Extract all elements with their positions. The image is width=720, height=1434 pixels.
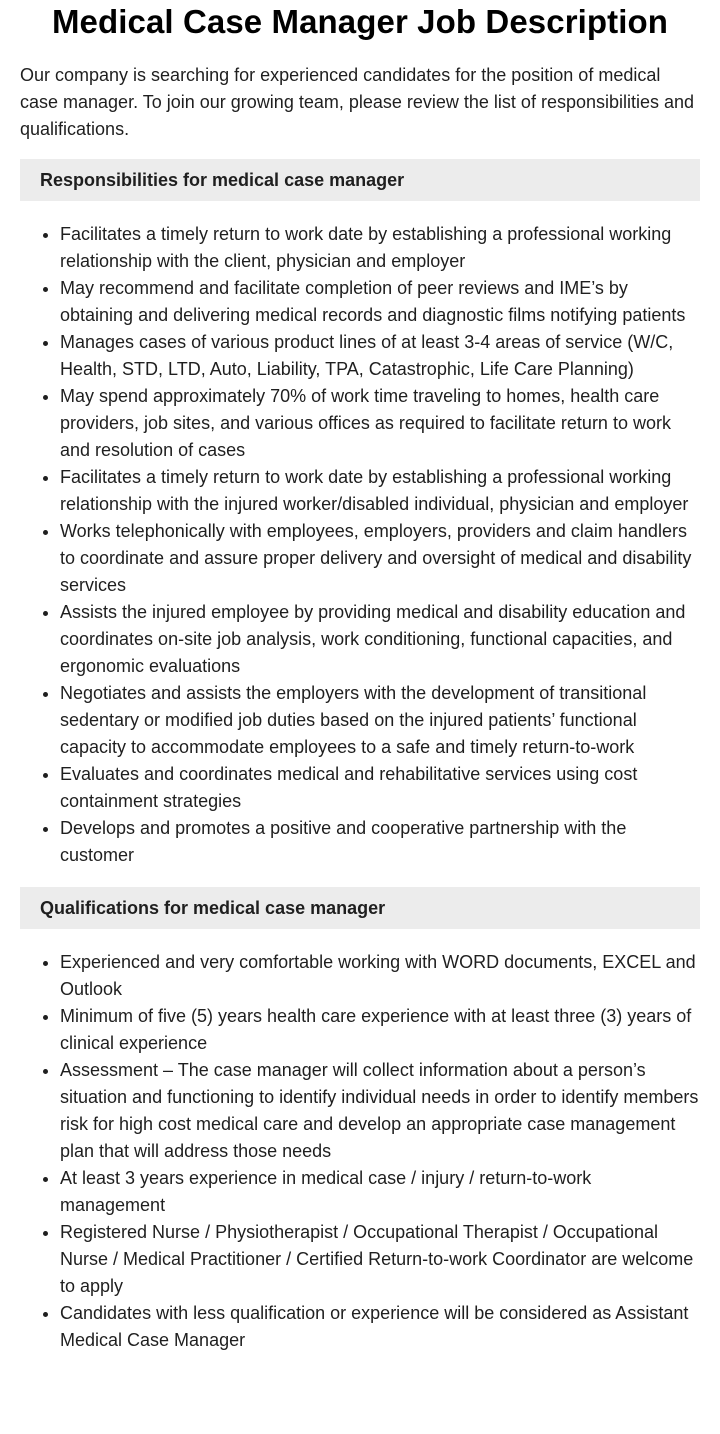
list-item: • Candidates with less qualification or experience will be considered as Assistant Medical Case Manager — [60, 1300, 700, 1354]
list-item: • Assists the injured employee by providing medical and disability education and coordinates on-site job analysis, work conditioning, functional capacities, and ergonomic evaluations — [60, 599, 700, 680]
list-item: • Experienced and very comfortable working with WORD documents, EXCEL and Outlook — [60, 949, 700, 1003]
responsibilities-heading: Responsibilities for medical case manager — [20, 159, 700, 201]
list-item: • Negotiates and assists the employers with the development of transitional sedentary or modified job duties based on the injured patients’ functional capacity to accommodate employees to a safe and timely return-to-work — [60, 680, 700, 761]
list-item: • Develops and promotes a positive and cooperative partnership with the customer — [60, 815, 700, 869]
qualifications-list — [20, 949, 700, 1354]
list-item: • Works telephonically with employees, employers, providers and claim handlers to coordinate and assure proper delivery and oversight of medical and disability services — [60, 518, 700, 599]
list-item: • Minimum of five (5) years health care experience with at least three (3) years of clinical experience — [60, 1003, 700, 1057]
qualifications-heading: Qualifications for medical case manager — [20, 887, 700, 929]
list-item: • May spend approximately 70% of work time traveling to homes, health care providers, job sites, and various offices as required to facilitate return to work and resolution of cases — [60, 383, 700, 464]
list-item: • Manages cases of various product lines of at least 3-4 areas of service (W/C, Health, STD, LTD, Auto, Liability, TPA, Catastrophic, Life Care Planning) — [60, 329, 700, 383]
list-item: • May recommend and facilitate completion of peer reviews and IME’s by obtaining and delivering medical records and diagnostic films notifying patients — [60, 275, 700, 329]
intro-paragraph: Our company is searching for experienced candidates for the position of medical case manager. To join our growing team, please review the list of responsibilities and qualifications. — [20, 65, 695, 139]
list-item: • Facilitates a timely return to work date by establishing a professional working relationship with the injured worker/disabled individual, physician and employer — [60, 464, 700, 518]
list-item: • Evaluates and coordinates medical and rehabilitative services using cost containment strategies — [60, 761, 700, 815]
list-item: • Facilitates a timely return to work date by establishing a professional working relationship with the client, physician and employer — [60, 221, 700, 275]
responsibilities-list — [20, 221, 700, 869]
list-item: • Registered Nurse / Physiotherapist / Occupational Therapist / Occupational Nurse / Medical Practitioner / Certified Return-to-work Coordinator are welcome to apply — [60, 1219, 700, 1300]
list-item: • At least 3 years experience in medical case / injury / return-to-work management — [60, 1165, 700, 1219]
list-item: • Assessment – The case manager will collect information about a person’s situation and functioning to identify individual needs in order to identify members risk for high cost medical care and develop an appropriate case management plan that will address those needs — [60, 1057, 700, 1165]
page-title: Medical Case Manager Job Description — [51, 3, 669, 40]
